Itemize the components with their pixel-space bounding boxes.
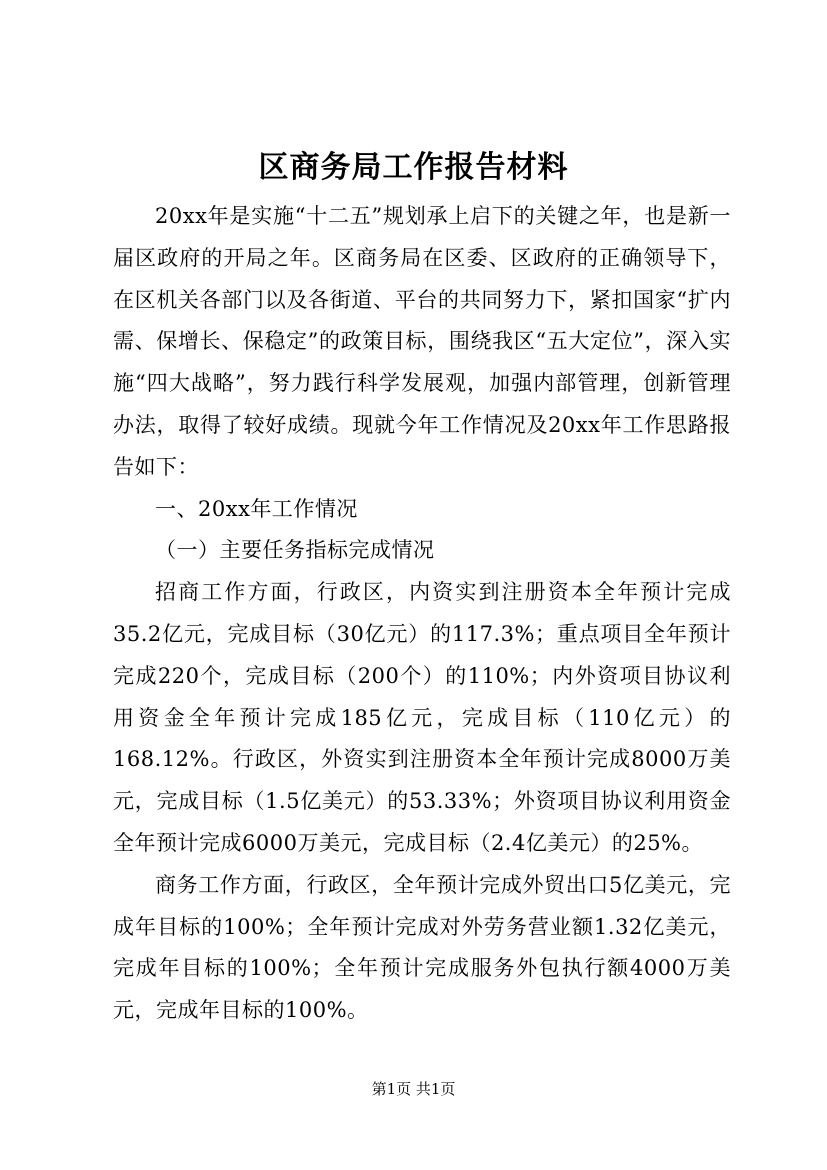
investment-paragraph: 招商工作方面，行政区，内资实到注册资本全年预计完成35.2亿元，完成目标（30亿元）的117.3%；重点项目全年预计完成220个，完成目标（200个）的110%；内外资项目协议利用资金全年预计完成185亿元，完成目标（110亿元）的168.12%。行政区，外资实到注册资本全年预计完成8000万美元，完成目标（1.5亿美元）的53.33%；外资项目协议利用资金全年预计完成6000万美元，完成目标（2.4亿美元）的25%。 <box>113 580 731 855</box>
document-body <box>113 196 731 1032</box>
section-heading: 一、20xx年工作情况 <box>155 496 358 521</box>
commerce-paragraph: 商务工作方面，行政区，全年预计完成外贸出口5亿美元，完成年目标的100%；全年预计完成对外劳务营业额1.32亿美元，完成年目标的100%；全年预计完成服务外包执行额4000万美元，完成年目标的100%。 <box>113 872 731 1023</box>
document-title: 区商务局工作报告材料 <box>258 150 569 185</box>
page-footer: 第1页 共1页 <box>371 1080 456 1098</box>
intro-paragraph: 20xx年是实施“十二五”规划承上启下的关键之年，也是新一届区政府的开局之年。区商务局在区委、区政府的正确领导下，在区机关各部门以及各街道、平台的共同努力下，紧扣国家“扩内需、保增长、保稳定”的政策目标，围绕我区“五大定位”，深入实施“四大战略”，努力践行科学发展观，加强内部管理，创新管理办法，取得了较好成绩。现就今年工作情况及20xx年工作思路报告如下： <box>113 204 731 479</box>
subsection-heading: （一）主要任务指标完成情况 <box>155 538 435 563</box>
